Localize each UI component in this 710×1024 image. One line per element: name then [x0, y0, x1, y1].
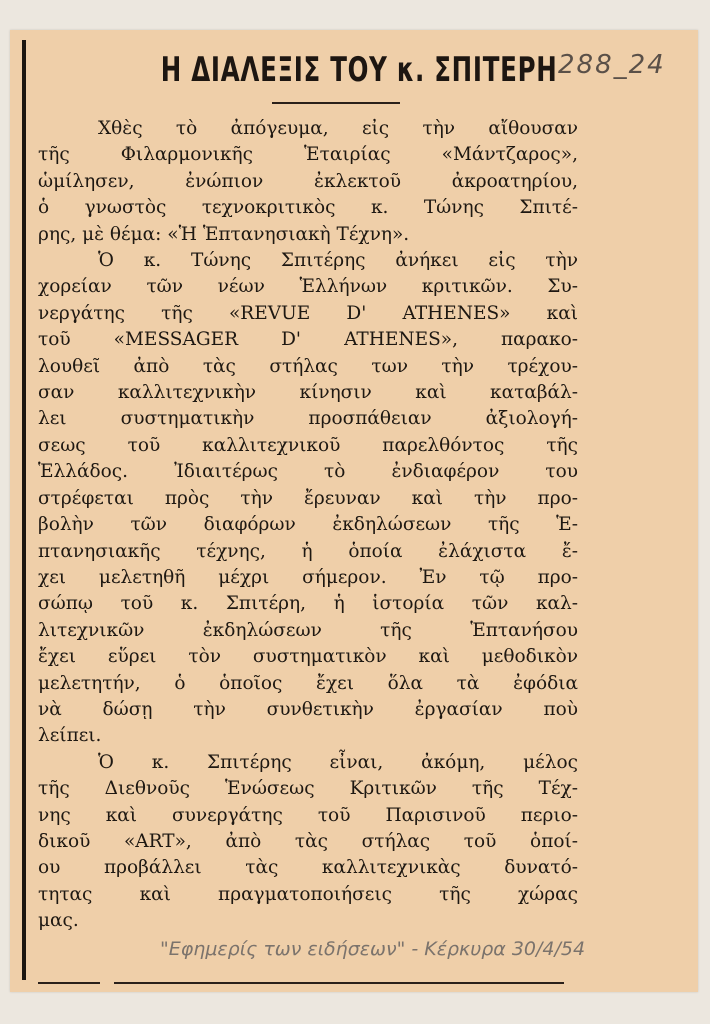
- article-line: σώπῳ τοῦ κ. Σπιτέρη, ἡ ἱστορία τῶν καλ-: [38, 593, 578, 615]
- article-line: λουθεῖ ἀπὸ τὰς στήλας των τὴν τρέχου-: [38, 355, 578, 377]
- article-line: χορείαν τῶν νέων Ἑλλήνων κριτικῶν. Συ-: [38, 276, 578, 298]
- article-line: βολὴν τῶν διαφόρων ἐκδηλώσεων τῆς Ἑ-: [38, 514, 578, 536]
- article-line: λει συστηματικὴν προσπάθειαν ἀξιολογή-: [38, 408, 578, 430]
- article-line: λείπει.: [38, 725, 102, 747]
- newspaper-clipping: [10, 30, 698, 992]
- title-underline: [272, 102, 400, 104]
- article-line: νεργάτης τῆς «REVUE D' ATHENES» καὶ: [38, 302, 578, 324]
- article-line: μας.: [38, 910, 79, 932]
- bottom-rule: [38, 982, 100, 984]
- article-line: δικοῦ «ART», ἀπὸ τὰς στήλας τοῦ ὁποί-: [38, 830, 578, 852]
- article-line: ὡμίλησεν, ἐνώπιον ἐκλεκτοῦ ἀκροατηρίου,: [38, 170, 578, 192]
- article-line: μελετητήν, ὁ ὁποῖος ἔχει ὅλα τὰ ἐφόδια: [38, 672, 578, 694]
- article-line: νης καὶ συνεργάτης τοῦ Παρισινοῦ περιο-: [38, 804, 578, 826]
- article-line: λιτεχνικῶν ἐκδηλώσεων τῆς Ἑπτανήσου: [38, 619, 578, 641]
- article-line: τητας καὶ πραγματοποιήσεις τῆς χώρας: [38, 883, 578, 905]
- article-title: Η ΔΙΑΛΕΞΙΣ ΤΟΥ κ. ΣΠΙΤΕΡΗ: [160, 50, 558, 90]
- handwritten-source-note: "Εφημερίς των ειδήσεων" - Κέρκυρα 30/4/54: [160, 938, 586, 960]
- article-body: [38, 116, 578, 935]
- article-line: Χθὲς τὸ ἀπόγευμα, εἰς τὴν αἴθουσαν: [98, 118, 578, 139]
- handwritten-reference-number: 288_24: [558, 50, 666, 80]
- article-line: τῆς Διεθνοῦς Ἑνώσεως Κριτικῶν τῆς Τέχ-: [38, 778, 578, 800]
- article-line: πτανησιακῆς τέχνης, ἡ ὁποία ἐλάχιστα ἔ-: [38, 540, 578, 562]
- bottom-rule: [114, 982, 564, 984]
- article-line: ὁ γνωστὸς τεχνοκριτικὸς κ. Τώνης Σπιτέ-: [38, 197, 578, 219]
- article-line: τῆς Φιλαρμονικῆς Ἑταιρίας «Μάντζαρος»,: [38, 144, 578, 166]
- left-column-rule: [22, 40, 26, 980]
- article-line: ἔχει εὕρει τὸν συστηματικὸν καὶ μεθοδικὸν: [38, 646, 578, 668]
- article-line: χει μελετηθῆ μέχρι σήμερον. Ἐν τῷ προ-: [38, 566, 578, 588]
- article-line: ρης, μὲ θέμα: «Ἡ Ἑπτανησιακὴ Τέχνη».: [38, 223, 410, 245]
- article-line: τοῦ «MESSAGER D' ATHENES», παρακο-: [38, 329, 578, 351]
- article-line: Ἑλλάδος. Ἰδιαιτέρως τὸ ἐνδιαφέρον του: [38, 461, 578, 483]
- article-line: σαν καλλιτεχνικὴν κίνησιν καὶ καταβάλ-: [38, 382, 578, 404]
- article-line: νὰ δώσῃ τὴν συνθετικὴν ἐργασίαν ποὺ: [38, 698, 578, 720]
- article-line: ου προβάλλει τὰς καλλιτεχνικὰς δυνατό-: [38, 857, 578, 879]
- article-line: σεως τοῦ καλλιτεχνικοῦ παρελθόντος τῆς: [38, 434, 578, 456]
- article-line: στρέφεται πρὸς τὴν ἔρευναν καὶ τὴν προ-: [38, 487, 578, 509]
- article-line: Ὁ κ. Τώνης Σπιτέρης ἀνήκει εἰς τὴν: [98, 250, 578, 272]
- article-line: Ὁ κ. Σπιτέρης εἶναι, ἀκόμη, μέλος: [98, 751, 578, 773]
